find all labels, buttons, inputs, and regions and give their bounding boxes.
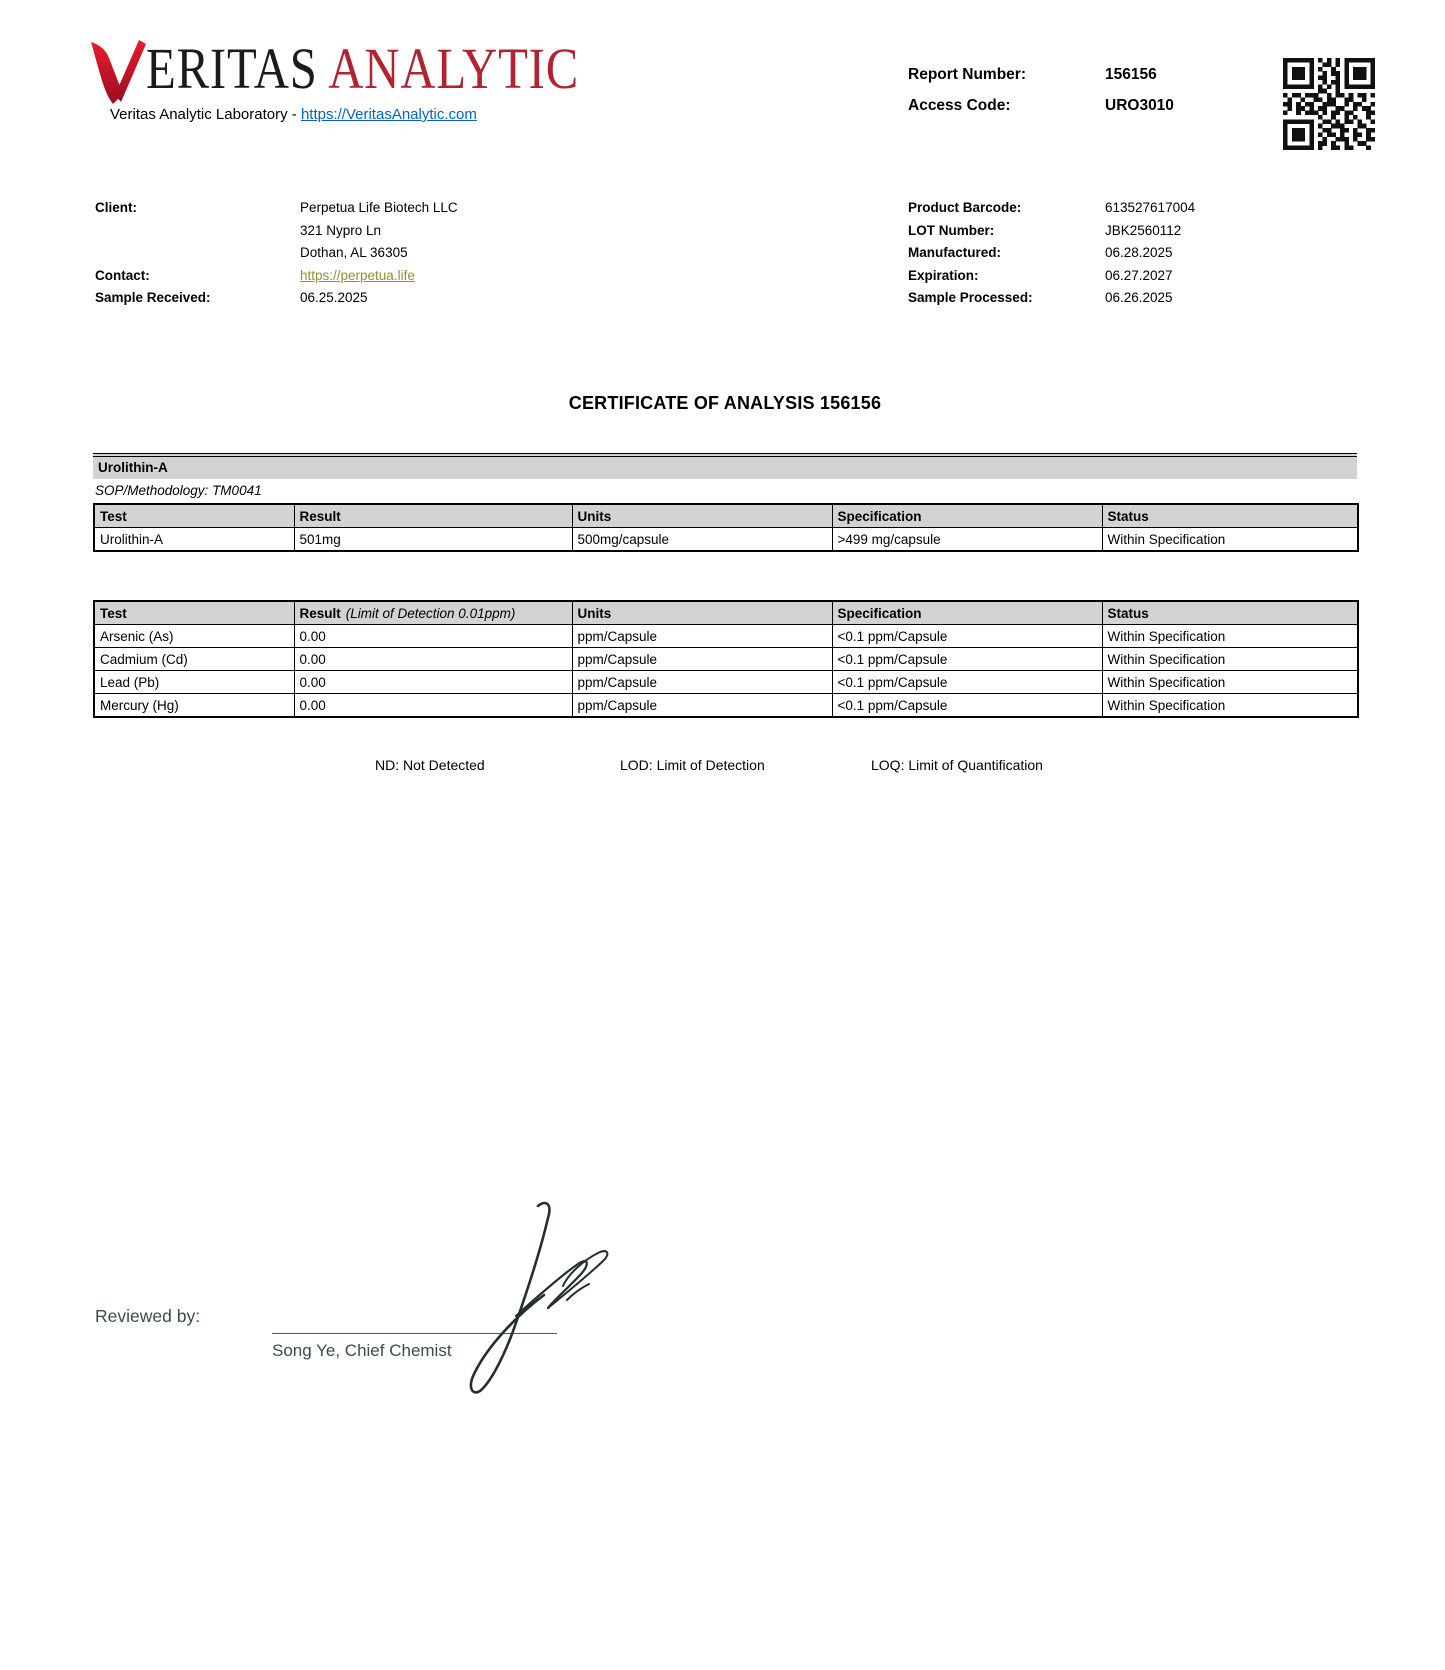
table-row-lead: [94, 671, 1358, 694]
cell-specification: <0.1 ppm/Capsule: [832, 694, 1102, 718]
cell-test: Mercury (Hg): [94, 694, 294, 718]
col-specification: Specification: [832, 601, 1102, 625]
manufactured-value: 06.28.2025: [1105, 245, 1173, 260]
report-number-value: 156156: [1105, 66, 1157, 83]
col-specification: Specification: [832, 504, 1102, 528]
table-row: [94, 528, 1358, 552]
cell-status: Within Specification: [1102, 671, 1358, 694]
sop-methodology: SOP/Methodology: TM0041: [95, 483, 262, 498]
table-row-arsenic: [94, 625, 1358, 648]
cell-result: 0.00: [294, 648, 572, 671]
urolithin-section: [93, 453, 1357, 552]
signature-scribble: [420, 1196, 620, 1406]
cell-status: Within Specification: [1102, 648, 1358, 671]
reviewed-by-label: Reviewed by:: [95, 1306, 201, 1326]
cell-status: Within Specification: [1102, 528, 1358, 552]
product-barcode-row: [908, 197, 1195, 220]
legend-loq: LOQ: Limit of Quantification: [871, 757, 1043, 773]
client-address-row-1: [95, 220, 458, 243]
cell-result: 0.00: [294, 671, 572, 694]
lab-tagline: [110, 106, 477, 123]
cell-specification: <0.1 ppm/Capsule: [832, 648, 1102, 671]
logo-wordmark: [146, 38, 579, 100]
contact-row: [95, 265, 458, 288]
client-address-row-2: [95, 242, 458, 265]
signer-name: Song Ye, Chief Chemist: [272, 1341, 452, 1360]
section-header-urolithin: Urolithin-A: [93, 453, 1357, 479]
cell-units: ppm/Capsule: [572, 694, 832, 718]
col-status: Status: [1102, 601, 1358, 625]
table-row-cadmium: [94, 648, 1358, 671]
client-info-block: [95, 197, 458, 310]
cell-units: 500mg/capsule: [572, 528, 832, 552]
legend-nd: ND: Not Detected: [375, 757, 485, 773]
col-status: Status: [1102, 504, 1358, 528]
cell-units: ppm/Capsule: [572, 648, 832, 671]
cell-specification: >499 mg/capsule: [832, 528, 1102, 552]
cell-units: ppm/Capsule: [572, 671, 832, 694]
manufactured-label: Manufactured:: [908, 245, 1002, 260]
sample-processed-value: 06.26.2025: [1105, 290, 1173, 305]
cell-status: Within Specification: [1102, 625, 1358, 648]
cell-specification: <0.1 ppm/Capsule: [832, 671, 1102, 694]
col-test: Test: [94, 504, 294, 528]
client-row: [95, 197, 458, 220]
heavy-metals-section: [93, 600, 1357, 718]
report-number-row: [908, 66, 1174, 84]
client-address-line2: Dothan, AL 36305: [300, 245, 408, 260]
certificate-title: CERTIFICATE OF ANALYSIS 156156: [568, 393, 882, 413]
report-meta-block: [908, 66, 1174, 128]
col-units: Units: [572, 504, 832, 528]
table-header-row: [94, 504, 1358, 528]
lot-number-label: LOT Number:: [908, 222, 995, 238]
cell-result: 0.00: [294, 694, 572, 718]
company-logo: [88, 38, 662, 106]
sample-received-value: 06.25.2025: [300, 290, 368, 305]
cell-test: Lead (Pb): [94, 671, 294, 694]
sample-received-label: Sample Received:: [95, 290, 211, 305]
sample-processed-row: [908, 287, 1195, 310]
access-code-row: [908, 97, 1174, 115]
cell-units: ppm/Capsule: [572, 625, 832, 648]
access-code-label: Access Code:: [908, 97, 1011, 114]
report-number-label: Report Number:: [908, 66, 1026, 83]
table-header-row: [94, 601, 1358, 625]
client-website-link[interactable]: https://perpetua.life: [300, 267, 415, 283]
logo-v-icon: [88, 40, 146, 106]
manufactured-row: [908, 242, 1195, 265]
lab-website-link[interactable]: https://VeritasAnalytic.com: [300, 106, 477, 123]
expiration-label: Expiration:: [908, 267, 979, 283]
sample-processed-label: Sample Processed:: [908, 290, 1033, 305]
product-info-block: [908, 197, 1195, 310]
product-barcode-label: Product Barcode:: [908, 200, 1022, 215]
urolithin-table: [93, 503, 1359, 552]
contact-label: Contact:: [95, 267, 150, 283]
logo-wordmark-red: ANALYTIC: [328, 36, 580, 101]
access-code-value: URO3010: [1105, 97, 1174, 114]
lot-number-value: JBK2560112: [1105, 222, 1182, 238]
cell-test: Urolithin-A: [94, 528, 294, 552]
heavy-metals-table: [93, 600, 1359, 718]
client-address-line1: 321 Nypro Ln: [300, 222, 382, 238]
tagline-text: Veritas Analytic Laboratory -: [110, 106, 301, 123]
table-row-mercury: [94, 694, 1358, 718]
cell-specification: <0.1 ppm/Capsule: [832, 625, 1102, 648]
sample-received-row: [95, 287, 458, 310]
limit-of-detection-note: (Limit of Detection 0.01ppm): [345, 605, 516, 621]
cell-result: 0.00: [294, 625, 572, 648]
client-label: Client:: [95, 200, 137, 215]
legend-lod: LOD: Limit of Detection: [620, 757, 765, 773]
logo-wordmark-black: ERITAS: [146, 36, 318, 101]
col-units: Units: [572, 601, 832, 625]
cell-test: Arsenic (As): [94, 625, 294, 648]
cell-result: 501mg: [294, 528, 572, 552]
col-test: Test: [94, 601, 294, 625]
cell-test: Cadmium (Cd): [94, 648, 294, 671]
cell-status: Within Specification: [1102, 694, 1358, 718]
expiration-row: [908, 265, 1195, 288]
expiration-value: 06.27.2027: [1105, 267, 1173, 283]
lot-number-row: [908, 220, 1195, 243]
qr-code: [1283, 58, 1375, 150]
col-result: Result: [294, 504, 572, 528]
client-name: Perpetua Life Biotech LLC: [300, 200, 458, 215]
col-result: Result (Limit of Detection 0.01ppm): [294, 601, 572, 625]
product-barcode-value: 613527617004: [1105, 200, 1196, 215]
